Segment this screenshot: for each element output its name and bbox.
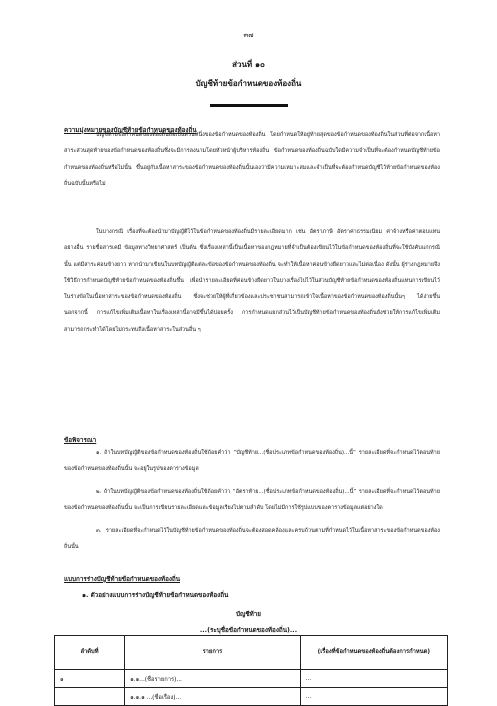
table-cell: ๑.๑...(ชื่อรายการ)... <box>125 670 301 688</box>
consideration-item-1 <box>64 445 440 478</box>
consideration-item-3 <box>64 523 440 556</box>
appendix-table <box>54 635 448 706</box>
consideration-item-2 <box>64 484 440 517</box>
table-header-row <box>55 636 448 670</box>
table-cell: ... <box>300 670 447 688</box>
part-title: บัญชีท้ายข้อกำหนดของท้องถิ่น <box>195 79 302 88</box>
table-cell <box>55 688 125 706</box>
paragraph-purpose-2 <box>64 224 440 338</box>
table-row <box>55 688 448 706</box>
paragraph-text: ในบางกรณี เรื่องที่จะต้องนำมาบัญญัติไว้ในข้อกำหนดของท้องถิ่นมีรายละเอียดมาก เช่น อัตราภาษี อัตราค่าธรรมเนียม ค่าจ้างหรือค่าตอบแทนอย่างอื่น รายชื่อสารเคมี ข้อมูลทางวิทยาศาสตร์ เป็นต้น ซึ่งเรื่องเหล่านี้เป็นเนื้อหาของกฎหมายที่จำเป็นต้องเขียนไว้ในข้อกำหนดของท้องถิ่นที่จะใช้บังคับแก่กรณีนั้น แต่มีสาระค่อนข้างยาว หากนำมาเขียนในบทบัญญัติแต่ละข้อของข้อกำหนดของท้องถิ่น จะทำให้เนื้อหาค่อนข้างยืดยาวและไม่ต่อเนื่อง ดังนั้น ผู้ร่างกฎหมายจึงใช้วิธีการกำหนดบัญชีท้ายข้อกำหนดของท้องถิ่นขึ้น เพื่อนำรายละเอียดที่ค่อนข้างยืดยาวในบางเรื่องไปไว้ในส่วนบัญชีท้ายข้อกำหนดของท้องถิ่นแทนการเขียนไว้ในร่างข้อในเนื้อหาสาระของข้อกำหนดของท้องถิ่น ซึ่งจะช่วยให้ผู้ที่เกี่ยวข้องและประชาชนสามารถเข้าใจเนื้อหาของข้อกำหนดของท้องถิ่นนั้นๆ ได้ง่ายขึ้น นอกจากนี้ การแก้ไขเพิ่มเติมเนื้อหาในเรื่องเหล่านี้อาจมีขึ้นได้บ่อยครั้ง การกำหนดแยกส่วนไว้เป็นบัญชีท้ายข้อกำหนดของท้องถิ่นยังช่วยให้การแก้ไขเพิ่มเติมสามารถกระทำได้โดยไม่กระทบถึงเนื้อหาสาระในส่วนอื่น ๆ <box>64 229 440 333</box>
section-heading-drafting-form: แบบการร่างบัญชีท้ายข้อกำหนดของท้องถิ่น <box>64 576 181 583</box>
column-header-order: ลำดับที่ <box>55 636 125 670</box>
column-header-subject: (เรื่องที่ข้อกำหนดของท้องถิ่นต้องการกำหนด) <box>300 636 447 670</box>
table-cell: ... <box>300 688 447 706</box>
section-heading-considerations: ข้อพิจารณา <box>64 437 97 444</box>
paragraph-text: บัญชีท้ายข้อกำหนดของท้องถิ่นถือเป็นส่วนหนึ่งของข้อกำหนดของท้องถิ่น โดยกำหนดให้อยู่ท้ายสุดของข้อกำหนดของท้องถิ่นในส่วนที่ต่อจากเนื้อหาสาระส่วนสุดท้ายของข้อกำหนดของท้องถิ่นซึ่งจะมีการลงนามโดยหัวหน้าผู้บริหารท้องถิ่น ข้อกำหนดของท้องถิ่นฉบับใดมีความจำเป็นที่จะต้องกำหนดบัญชีท้ายข้อกำหนดของท้องถิ่นหรือไม่นั้น ขึ้นอยู่กับเนื้อหาสาระของข้อกำหนดของท้องถิ่นนั้นเองว่ามีความเหมาะสมและจำเป็นที่จะต้องกำหนดบัญชีไว้ท้ายข้อกำหนดของท้องถิ่นฉบับนั้นหรือไม่ <box>64 132 440 187</box>
title-divider <box>210 104 288 107</box>
column-header-item: รายการ <box>125 636 301 670</box>
appendix-label: บัญชีท้าย <box>235 611 261 618</box>
section-heading-purpose: ความมุ่งหมายของบัญชีท้ายข้อกำหนดของท้องถิ่น <box>64 127 197 134</box>
table-row <box>55 670 448 688</box>
example-item: ๑. ตัวอย่างแบบการร่างบัญชีท้ายข้อกำหนดของท้องถิ่น <box>82 592 229 599</box>
table-cell: ๑ <box>55 670 125 688</box>
paragraph-text: ๒. ถ้าในบทบัญญัติของข้อกำหนดของท้องถิ่นใช้ถ้อยคำว่า “อัตราท้าย...(ชื่อประเภทข้อกำหนดของท้องถิ่น)...นี้” รายละเอียดที่จะกำหนดไว้ตอนท้ายของข้อกำหนดของท้องถิ่นนั้น จะเป็นการเขียนรายละเอียดและข้อมูลเรียงไปตามลำดับ โดยไม่มีการใช้รูปแบบของตารางข้อมูลแต่อย่างใด <box>64 489 440 512</box>
part-label: ส่วนที่ ๑๐ <box>232 60 265 69</box>
table-cell: ๑.๑.๑ ...(ชื่อเรื่อง)... <box>125 688 301 706</box>
appendix-subtitle: ...(ระบุชื่อข้อกำหนดของท้องถิ่น)... <box>199 627 298 634</box>
page-number: ๓๗ <box>243 31 254 39</box>
paragraph-text: ๓. รายละเอียดที่จะกำหนดไว้ในบัญชีท้ายข้อกำหนดของท้องถิ่นจะต้องสอดคล้องและครบถ้วนตามที่กำหนดไว้ในเนื้อหาสาระของข้อกำหนดของท้องถิ่นนั้น <box>64 528 440 551</box>
paragraph-purpose-1 <box>64 127 440 192</box>
paragraph-text: ๑. ถ้าในบทบัญญัติของข้อกำหนดของท้องถิ่นใช้ถ้อยคำว่า “บัญชีท้าย...(ชื่อประเภทข้อกำหนดของท้องถิ่น)...นี้” รายละเอียดที่จะกำหนดไว้ตอนท้ายของข้อกำหนดของท้องถิ่นนั้น จะอยู่ในรูปของตารางข้อมูล <box>64 450 440 473</box>
